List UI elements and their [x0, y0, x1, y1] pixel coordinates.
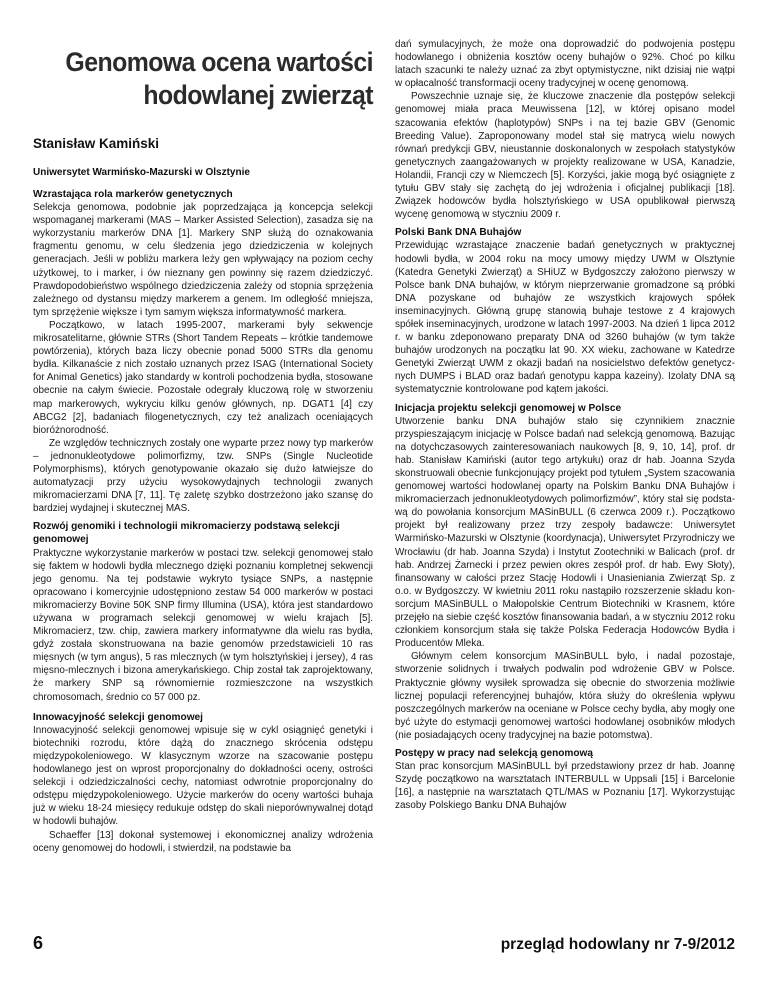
paragraph: Ze względów technicznych zostały one wyparte przez nowy typ markerów – jednonukleotydowe polimorfizmy, tzw. SNPs (Single Nucleotide Polymorphisms), których genotypowanie okazało się dużo łatwiejsze do automatyzacji przy użyciu wysokowydajnych technologii zwanych mikromacierzami DNA [7, 11]. Tę zaletę szybko dostrzeżono jako szansę do bardziej wydajnej i skutecznej MAS. — [33, 437, 373, 515]
section-heading-progress: Postępy w pracy nad selekcją genomową — [395, 747, 594, 759]
paragraph: Stan prac konsorcjum MASinBULL był przedstawiony przez dr hab. Joannę Szydę początkowo na warsztatach INTERBULL w Uppsali [15] i Barcelonie [16], a następnie na warsztatach QTL/MAS w Poznaniu [17]. Wykorzystując zasoby Polskiego Banku DNA Buhajów — [395, 761, 735, 812]
paragraph: Utworzenie banku DNA buhajów stało się czynnikiem znacznie przyspieszającym inicjację w Polsce badań nad selekcją genomową. Bazując na dotychczasowych zainteresowaniach naukowych [8, 9, 10, 14], prof. dr hab. Stanisław Kamiński (autor tego artykułu) oraz dr hab. Joanna Szyda skonstruowali obecnie funkcjonujący projekt pod tytułem „System szacowania genomowej wartości hodowlanej oparty na Polskim Banku DNA Buhajów i mikromacierzach jednonukleotydowych polimorfizmów”, który stał się podstawą do powołania konsorcjum MASinBULL (6 czerwca 2009 r.). Początkowo projekt był realizowany przez trzy zespoły badawcze: Uniwersytet Warmińsko-Mazurski w Olsztynie (koordynacja), Uniwersytet Przyrodniczy we Wrocławiu (dr hab. Joanna Szyda) i Instytut Zootechniki w Balicach (prof. dr hab. Andrzej Żarnecki i przez pewien okres zespół prof. dr hab. Ewy Słoty), finansowany w całości przez Stację Hodowli i Unasieniania Zwierząt Sp. z o.o. w Bydgoszczy. W kwietniu 2011 roku nastąpiło rozszerzenie składu konsorcjum MASinBULL o Małopolskie Centrum Biotechniki w Krasnem, które przejęło na siebie część kosztów finansowania badań, a w styczniu 2012 roku członkiem konsorcjum stała się także Polska Federacja Hodowców Bydła i Producentów Mleka. — [395, 415, 735, 650]
section-heading-innovation: Innowacyjność selekcji genomowej — [33, 711, 203, 723]
paragraph: Powszechnie uznaje się, że kluczowe znaczenie dla postępów selekcji genomowej miała praca Meuwissena [12], w której opisano model szacowania efektów (haplotypów) SNPs i na tej bazie GBV (Genomic Breeding Value). Zaproponowany model stał się matrycą wielu nowych równań predykcji GBV, nieustannie doskonalonych w zespołach statystyków genetycznych zaangażowanych w projekty realizowane w USA, Kanadzie, Holandii, Francji czy w Niemczech [5]. Korzyści, jakie mogą być osiągnięte z tytułu GBV stały się zachętą do jej wdrożenia i oficjalnej publikacji [18]. Związek hodowców bydła holsztyńskiego w USA opublikował pierwszą wycenę genomową w styczniu 2009 r. — [395, 91, 735, 221]
left-column — [33, 188, 373, 855]
paragraph: Głównym celem konsorcjum MASinBULL było, i nadal pozostaje, stworzenie solidnych i trwałych podwalin pod wdrożenie GBV w Polsce. Praktycznie główny wysiłek sprowadza się obecnie do stworzenia możliwie licznej populacji referencyjnej buhajów, która służy do określenia wpływu poszczególnych markerów na oceniane w Polsce cechy bydła, aby mogły one być użyte do estymacji genomowej wartości hodowlanej osobników młodych (nie posiadających oceny tradycyjnej na bazie potomstwa). — [395, 651, 735, 741]
section-heading-dna-bank: Polski Bank DNA Buhajów — [395, 227, 522, 239]
section-heading-initiation: Inicjacja projektu selekcji genomowej w Polsce — [395, 402, 622, 414]
paragraph: Innowacyjność selekcji genomowej wpisuje się w cykl osiągnięć genetyki i biotechniki rozrodu, które dążą do znacznego skrócenia odstępu międzypokoleniowego. W klasycznym wzorze na szacowanie postępu hodowlanego jest on wprost proporcjonalny do dokładności oceny, ostrości selekcji i odziedziczalności cechy, natomiast odwrotnie proporcjonalny do odstępu międzypokoleniowego. Użycie markerów do oceny wartości buhaja już w wieku 18-24 miesięcy redukuje odstęp do skali nieporównywalnej dotąd w hodowli buhajów. — [33, 724, 373, 828]
paragraph: Schaeffer [13] dokonał systemowej i ekonomicznej analizy wdrożenia oceny genomowej do hodowli, i stwierdził, na podstawie ba — [33, 829, 373, 854]
title-line-1: Genomowa ocena wartości — [65, 47, 373, 77]
section-heading-genomics: Rozwój genomiki i technologii mikromacierzy podstawą selekcji genomowej — [33, 521, 340, 546]
author-name: Stanisław Kamiński — [33, 136, 160, 151]
author-affiliation: Uniwersytet Warmińsko-Mazurski w Olsztynie — [33, 167, 250, 178]
right-column — [395, 38, 735, 812]
paragraph: Przewidując wzrastające znaczenie badań genetycznych w praktycznej hodowli bydła, w 2004 roku na mocy umowy między UWM w Olsztynie (Katedra Genetyki Zwierząt) a SHiUZ w Bydgoszczy założono pierwszy w Polsce bank DNA buhajów, w którym nieprzerwanie gromadzone są próbki DNA pozyskane od buhajów ze wszystkich krajowych spółek inseminacyjnych. Główną grupę stanowią buhaje testowe z 4 krajowych spółek inseminacyjnych, urodzone w latach 1997-2003. Na dzień 1 lipca 2012 r. w banku zdeponowano preparaty DNA od 3260 buhajów (w tym także buhajów urodzonych na początku lat 90. XX wieku, zachowane w Katedrze Genetyki Zwierząt UWM z okazji badań na nosicielstwo defektów genetycznych DUMPS i BLAD oraz badań genotypu kappa kazeiny). Izolaty DNA są systematycznie kontrolowane pod kątem jakości. — [395, 240, 735, 396]
paragraph: Selekcja genomowa, podobnie jak poprzedzająca ją koncepcja selekcji wspomaganej markerami (MAS – Marker Assisted Selection), zasadza się na wykorzystaniu markerów DNA [1]. Markery SNP służą do oznakowania fragmentu genomu, w celu śledzenia jego dziedziczenia w kolejnych generacjach. Jeśli w pobliżu markera leży gen wpływający na poziom cechy użytkowej, to i marker, i ów nieznany gen powinny się razem dziedziczyć. Prawdopodobieństwo wspólnego dziedziczenia zależy od stopnia sprzężenia zależnego od dystansu między markerem a genem. Im odległość mniejsza, tym sprzężenie większe i tym samym większa informatywność markera. — [33, 202, 373, 318]
journal-footer: przegląd hodowlany nr 7-9/2012 — [500, 936, 735, 953]
title-line-2: hodowlanej zwierząt — [143, 80, 373, 110]
article-title — [60, 46, 373, 112]
paragraph: dań symulacyjnych, że może ona doprowadzić do podwojenia postępu hodowlanego i obniżenia kosztów oceny buhajów o 92%. Choć po kilku latach szacunki te należy uznać za zbyt optymistyczne, nikt dzisiaj nie wątpi w opłacalność transformacji oceny tradycyjnej w ocenę genomową. — [395, 39, 735, 90]
paragraph: Początkowo, w latach 1995-2007, markerami były sekwencje mikrosatelitarne, głównie STRs (Short Tandem Repeats – krótkie tandemowe powtórzenia), których baza liczy obecnie ponad 5000 STRs dla genomu bydła. Kilkanaście z nich zostało uznanych przez ISAG (International Society for Animal Genetics) jako standardy w kontroli pochodzenia bydła, stosowane obecnie na całym świecie. Pozostałe odegrały kluczową rolę w stworzeniu map markerowych, wykryciu kilku genów głównych, np. DGAT1 [4] czy ABCG2 [2], badaniach filogenetycznych, czy też analizach oceniających bioróżnorodność. — [33, 319, 373, 436]
page-number: 6 — [33, 933, 44, 953]
paragraph: Praktyczne wykorzystanie markerów w postaci tzw. selekcji genomowej stało się faktem w hodowli bydła mlecznego dzięki poznaniu kompletnej sekwencji jego genomu. Na tej podstawie wykryto tysiące SNPs, a następnie opracowano i komercyjnie udostępniono zestaw 54 000 markerów w postaci mikromacierzy Bovine 50K SNP firmy Illumina (USA), która jest standardowo używana w programach selekcji genomowej w wielu krajach [5]. Mikromacierz, tzw. chip, zawiera markery informatywne dla wielu ras bydła, gdyż została skonstruowana na bazie genomów przedstawicieli 10 ras mięsnych (w tym angus), 5 ras mlecznych (w tym holsztyńskiej i jersey), 4 ras mięsno-mlecznych i bizona amerykańskiego. Chip został tak zaprojektowany, że markery SNP są równomiernie rozmieszczone na wszystkich chromosomach, średnio co 57 000 pz. — [33, 547, 373, 703]
section-heading-markers: Wzrastająca rola markerów genetycznych — [33, 189, 233, 200]
